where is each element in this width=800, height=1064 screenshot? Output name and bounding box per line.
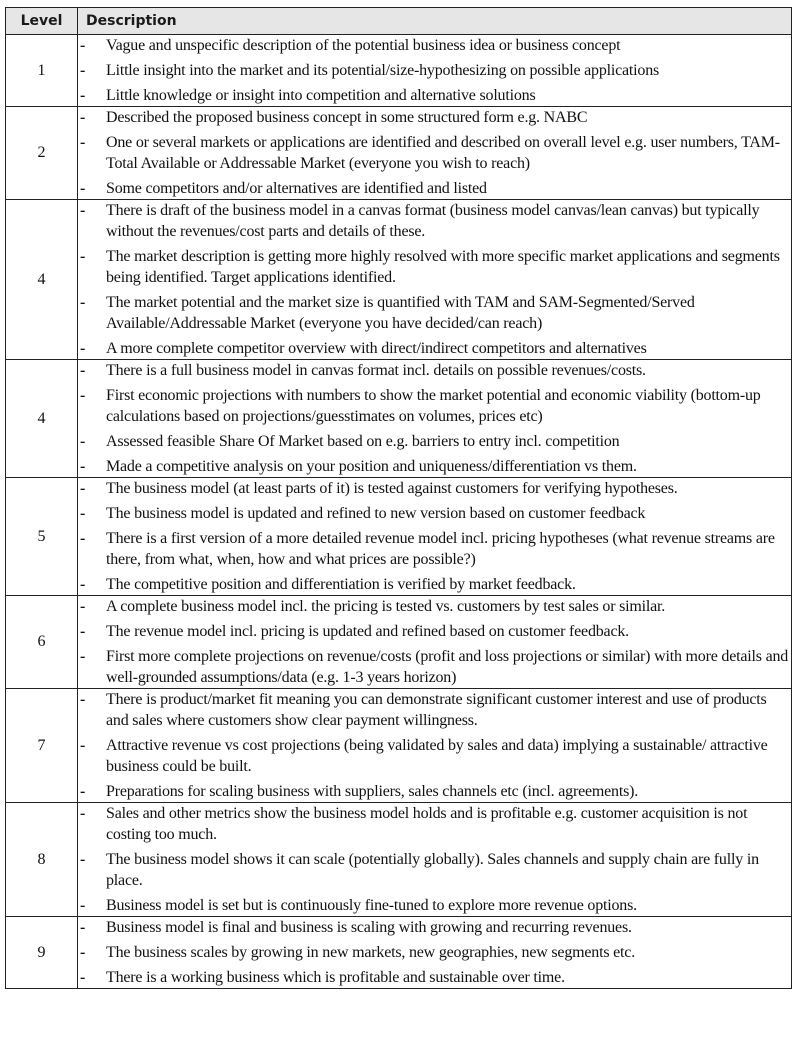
criteria-text: A complete business model incl. the pricing is tested vs. customers by test sales or similar.: [106, 598, 666, 615]
level-number: 6: [6, 596, 78, 689]
criteria-text: First economic projections with numbers to show the market potential and economic viability (bottom-up calculations based on projections/guesstimates on volumes, prices etc): [106, 387, 761, 425]
table-row: [6, 596, 792, 689]
criteria-text: Little knowledge or insight into competition and alternative solutions: [106, 87, 536, 104]
criteria-text: There is product/market fit meaning you can demonstrate significant customer interest and use of products and sales where customers show clear payment willingness.: [106, 691, 767, 729]
criteria-text: The market potential and the market size is quantified with TAM and SAM-Segmented/Served Available/Addressable Market (everyone you have decided/can reach): [106, 294, 695, 332]
criteria-text: Business model is set but is continuously fine-tuned to explore more revenue options.: [106, 897, 637, 914]
dash-bullet-icon: -: [80, 505, 86, 522]
criteria-text: Assessed feasible Share Of Market based on e.g. barriers to entry incl. competition: [106, 433, 620, 450]
criteria-text: A more complete competitor overview with direct/indirect competitors and alternatives: [106, 340, 647, 357]
dash-bullet-icon: -: [80, 691, 86, 708]
criteria-text: Attractive revenue vs cost projections (being validated by sales and data) implying a sustainable/ attractive business could be built.: [106, 737, 768, 775]
criteria-item: [78, 942, 791, 963]
criteria-item: [78, 646, 791, 688]
dash-bullet-icon: -: [80, 623, 86, 640]
criteria-item: [78, 85, 791, 106]
dash-bullet-icon: -: [80, 576, 86, 593]
criteria-text: The competitive position and differentiation is verified by market feedback.: [106, 576, 576, 593]
header-description: Description: [78, 8, 792, 35]
level-number: 2: [6, 107, 78, 200]
criteria-item: [78, 200, 791, 242]
criteria-list: [78, 360, 791, 477]
criteria-item: [78, 360, 791, 381]
dash-bullet-icon: -: [80, 340, 86, 357]
criteria-list: [78, 35, 791, 106]
table-row: [6, 478, 792, 596]
criteria-item: [78, 338, 791, 359]
criteria-list: [78, 917, 791, 988]
dash-bullet-icon: -: [80, 180, 86, 197]
description-cell: [78, 917, 792, 989]
criteria-text: There is a full business model in canvas format incl. details on possible revenues/costs.: [106, 362, 646, 379]
criteria-item: [78, 621, 791, 642]
criteria-item: [78, 132, 791, 174]
dash-bullet-icon: -: [80, 598, 86, 615]
criteria-text: There is a working business which is profitable and sustainable over time.: [106, 969, 565, 986]
level-number: 5: [6, 478, 78, 596]
criteria-list: [78, 478, 791, 595]
level-number: 9: [6, 917, 78, 989]
dash-bullet-icon: -: [80, 362, 86, 379]
criteria-text: The business model (at least parts of it) is tested against customers for verifying hypotheses.: [106, 480, 678, 497]
criteria-item: [78, 35, 791, 56]
dash-bullet-icon: -: [80, 783, 86, 800]
dash-bullet-icon: -: [80, 134, 86, 151]
criteria-text: Sales and other metrics show the business model holds and is profitable e.g. customer acquisition is not costing too much.: [106, 805, 748, 843]
criteria-item: [78, 431, 791, 452]
criteria-text: The business scales by growing in new markets, new geographies, new segments etc.: [106, 944, 635, 961]
criteria-item: [78, 849, 791, 891]
level-number: 8: [6, 803, 78, 917]
criteria-item: [78, 246, 791, 288]
dash-bullet-icon: -: [80, 109, 86, 126]
criteria-list: [78, 200, 791, 359]
criteria-list: [78, 689, 791, 802]
criteria-item: [78, 895, 791, 916]
dash-bullet-icon: -: [80, 87, 86, 104]
dash-bullet-icon: -: [80, 805, 86, 822]
table-row: [6, 917, 792, 989]
criteria-list: [78, 107, 791, 199]
level-number: 1: [6, 35, 78, 107]
criteria-item: [78, 596, 791, 617]
dash-bullet-icon: -: [80, 897, 86, 914]
criteria-item: [78, 574, 791, 595]
criteria-text: The business model is updated and refined to new version based on customer feedback: [106, 505, 646, 522]
description-cell: [78, 107, 792, 200]
table-row: [6, 360, 792, 478]
dash-bullet-icon: -: [80, 458, 86, 475]
dash-bullet-icon: -: [80, 919, 86, 936]
criteria-text: First more complete projections on revenue/costs (profit and loss projections or similar) with more details and well-grounded assumptions/data (e.g. 1-3 years horizon): [106, 648, 789, 686]
dash-bullet-icon: -: [80, 969, 86, 986]
dash-bullet-icon: -: [80, 62, 86, 79]
criteria-item: [78, 735, 791, 777]
business-readiness-levels-table: [5, 7, 792, 989]
dash-bullet-icon: -: [80, 737, 86, 754]
criteria-item: [78, 803, 791, 845]
criteria-list: [78, 596, 791, 688]
description-cell: [78, 35, 792, 107]
dash-bullet-icon: -: [80, 530, 86, 547]
criteria-item: [78, 292, 791, 334]
criteria-item: [78, 781, 791, 802]
criteria-item: [78, 967, 791, 988]
criteria-item: [78, 456, 791, 477]
description-cell: [78, 478, 792, 596]
level-number: 4: [6, 200, 78, 360]
criteria-text: Little insight into the market and its potential/size-hypothesizing on possible applications: [106, 62, 660, 79]
criteria-item: [78, 385, 791, 427]
dash-bullet-icon: -: [80, 648, 86, 665]
dash-bullet-icon: -: [80, 387, 86, 404]
criteria-text: One or several markets or applications are identified and described on overall level e.g. user numbers, TAM- Total Available or Addressable Market (everyone you wish to reach): [106, 134, 780, 172]
criteria-item: [78, 478, 791, 499]
criteria-item: [78, 528, 791, 570]
table-row: [6, 689, 792, 803]
criteria-item: [78, 178, 791, 199]
criteria-item: [78, 689, 791, 731]
description-cell: [78, 803, 792, 917]
header-level: Level: [6, 8, 78, 35]
criteria-item: [78, 503, 791, 524]
criteria-text: Described the proposed business concept in some structured form e.g. NABC: [106, 109, 588, 126]
criteria-item: [78, 107, 791, 128]
criteria-text: There is a first version of a more detailed revenue model incl. pricing hypotheses (what revenue streams are there, from what, when, how and what prices are possible?): [106, 530, 775, 568]
dash-bullet-icon: -: [80, 433, 86, 450]
table-row: [6, 803, 792, 917]
table-body: [6, 35, 792, 989]
criteria-list: [78, 803, 791, 916]
dash-bullet-icon: -: [80, 202, 86, 219]
criteria-text: There is draft of the business model in a canvas format (business model canvas/lean canvas) but typically without the revenues/cost parts and details of these.: [106, 202, 760, 240]
description-cell: [78, 360, 792, 478]
dash-bullet-icon: -: [80, 37, 86, 54]
criteria-item: [78, 60, 791, 81]
dash-bullet-icon: -: [80, 944, 86, 961]
criteria-text: Preparations for scaling business with suppliers, sales channels etc (incl. agreements).: [106, 783, 639, 800]
dash-bullet-icon: -: [80, 294, 86, 311]
header-row: [6, 8, 792, 35]
criteria-item: [78, 917, 791, 938]
dash-bullet-icon: -: [80, 480, 86, 497]
table-row: [6, 107, 792, 200]
description-cell: [78, 200, 792, 360]
criteria-text: The revenue model incl. pricing is updated and refined based on customer feedback.: [106, 623, 629, 640]
criteria-text: The market description is getting more highly resolved with more specific market applications and segments being identified. Target applications identified.: [106, 248, 780, 286]
description-cell: [78, 596, 792, 689]
level-number: 7: [6, 689, 78, 803]
level-number: 4: [6, 360, 78, 478]
table-row: [6, 200, 792, 360]
criteria-text: Business model is final and business is scaling with growing and recurring revenues.: [106, 919, 632, 936]
table-row: [6, 35, 792, 107]
criteria-text: Vague and unspecific description of the potential business idea or business concept: [106, 37, 621, 54]
criteria-text: Some competitors and/or alternatives are identified and listed: [106, 180, 487, 197]
criteria-text: The business model shows it can scale (potentially globally). Sales channels and supply chain are fully in place.: [106, 851, 759, 889]
description-cell: [78, 689, 792, 803]
criteria-text: Made a competitive analysis on your position and uniqueness/differentiation vs them.: [106, 458, 637, 475]
dash-bullet-icon: -: [80, 851, 86, 868]
dash-bullet-icon: -: [80, 248, 86, 265]
